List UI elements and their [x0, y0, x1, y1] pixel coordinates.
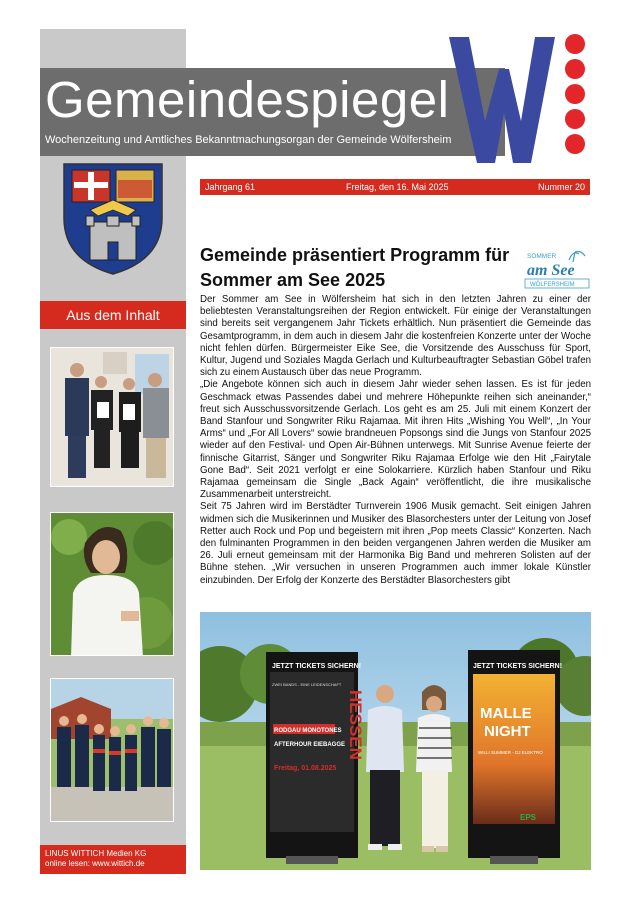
masthead-subtitle: Wochenzeitung und Amtliches Bekanntmachungsorgan der Gemeinde Wölfersheim	[45, 134, 452, 146]
red-dots-icon	[555, 33, 595, 168]
thumbnail-fire-department-photo[interactable]	[50, 678, 174, 822]
coat-of-arms-icon	[60, 160, 166, 278]
masthead-title: Gemeindespiegel	[45, 71, 450, 128]
banner-left-kicker: ZWEI BANDS - EINE LEIDENSCHAFT	[272, 682, 342, 687]
banner-right-sponsor: EPS	[520, 813, 537, 822]
issue-info-bar	[200, 179, 590, 195]
issue-volume: Jahrgang 61	[205, 182, 256, 192]
man-figure	[366, 685, 404, 850]
headline-line-1: Gemeinde präsentiert Programm für	[200, 245, 510, 265]
banner-right-title2: NIGHT	[484, 723, 531, 740]
banner-left-band2: AFTERHOUR EIEBAGGE	[274, 742, 346, 748]
banner-right-sub: WILLI SUMMER - DJ ELEKTRO	[478, 750, 543, 755]
thumbnail-group-photo[interactable]	[50, 347, 174, 487]
article-headline	[200, 243, 520, 293]
publisher-box	[40, 845, 186, 874]
banner-right-title1: MALLE	[480, 705, 532, 722]
banner-left-date: Freitag, 01.08.2025	[274, 765, 337, 772]
banner-left-band1: RODGAU MONOTONES	[274, 728, 342, 734]
article-paragraph-2: „Die Angebote können sich auch in diesem Jahr wieder sehen lassen. Es ist für jeden Geschmack etwas Passendes dabei und mehrere Höhepunkte reihen sich aneinander,“ freut sich Ausschussvorsitzende Gerlach. Los geht es am 25. Juli mit einem Konzert der Band Stanfour und Songwriter Riku Rajamaa. Mit ihren Hits „Wishing You Well“, „In Your Arms“ und „For All Lovers“ sowie brandneuen Popsongs sind die Jungs von Stanfour 2025 wieder auf den Festival- und Open Air-Bühnen unterwegs. Mit Sunrise Avenue feierte der finnische Gitarrist, Sänger und Songwriter Riku Rajamaa Erfolge wie den Hit „Fairytale Gone Bad“. Seit 2021 verfolgt er eine Solokarriere. Kürzlich haben Stanfour und Riku Rajamaa gemeinsam die Single „Back Again“ veröffentlicht, die ihre musikalische Zusammenarbeit unterstreicht.	[200, 379, 591, 501]
summer-logo-line2: am See	[527, 262, 575, 279]
banner-right-header: JETZT TICKETS SICHERN!	[473, 663, 563, 670]
newspaper-w-logo	[447, 33, 557, 168]
publisher-web[interactable]: online lesen: www.wittich.de	[45, 859, 145, 868]
issue-date: Freitag, den 16. Mai 2025	[346, 182, 449, 192]
publisher-name: LINUS WITTICH Medien KG	[45, 849, 147, 858]
w-logo-shape	[449, 37, 555, 163]
article-paragraph-1: Der Sommer am See in Wölfersheim hat sich in den letzten Jahren zu einer der beliebtesten Veranstaltungsreihen der Region entwickelt. Für einige der Veranstaltungen sind bereits seit vergangenem Jahr Tickets erhältlich. Nun präsentiert die Gemeinde das Gesamtprogramm, in dem auch in diesem Jahr die kostenfreien Konzerte unter der Woche nicht fehlen dürfen. Bürgermeister Eike See, die Vorsitzende des Ausschuss für Sport, Kultur, Jugend und Soziales Magda Gerlach und Kulturbeauftragter Sebastian Göbel trafen sich zu einem Austausch über das neue Programm.	[200, 294, 591, 379]
issue-number: Nummer 20	[537, 182, 585, 192]
headline-line-2: Sommer am See 2025	[200, 270, 386, 290]
article-body	[200, 294, 591, 587]
article-paragraph-3: Seit 75 Jahren wird im Berstädter Turnverein 1906 Musik gemacht. Seit einigen Jahren widmen sich die Musikerinnen und Musiker des Blasorchesters unter der Leitung von Josef Retter auch Rock und Pop und begeistern mit ihren „Pop meets Classic“ Konzerten. Nach den fulminanten Programmen in den beiden vergangenen Jahren werden die Musiker am 26. Juli erneut gemeinsam mit der Harmonika Big Band und mehreren Solisten auf der Bühne stehen. „Wir versuchen in unseren Programmen auch immer lokale Künstler einzubinden. Der Erfolg der Konzerte des Berstädter Blasorchesters gibt	[200, 501, 591, 586]
article-photo	[200, 612, 591, 870]
banner-left-header: JETZT TICKETS SICHERN!	[272, 663, 362, 670]
summer-logo-line3: WÖLFERSHEIM	[530, 282, 575, 288]
banner-left-word: HESSEN	[346, 690, 365, 760]
toc-label: Aus dem Inhalt	[40, 301, 186, 329]
banner-right	[468, 650, 562, 864]
sommer-am-see-logo	[523, 248, 591, 290]
banner-left	[266, 652, 365, 864]
summer-logo-line1: SOMMER	[527, 253, 557, 260]
thumbnail-woman-photo[interactable]	[50, 512, 174, 656]
